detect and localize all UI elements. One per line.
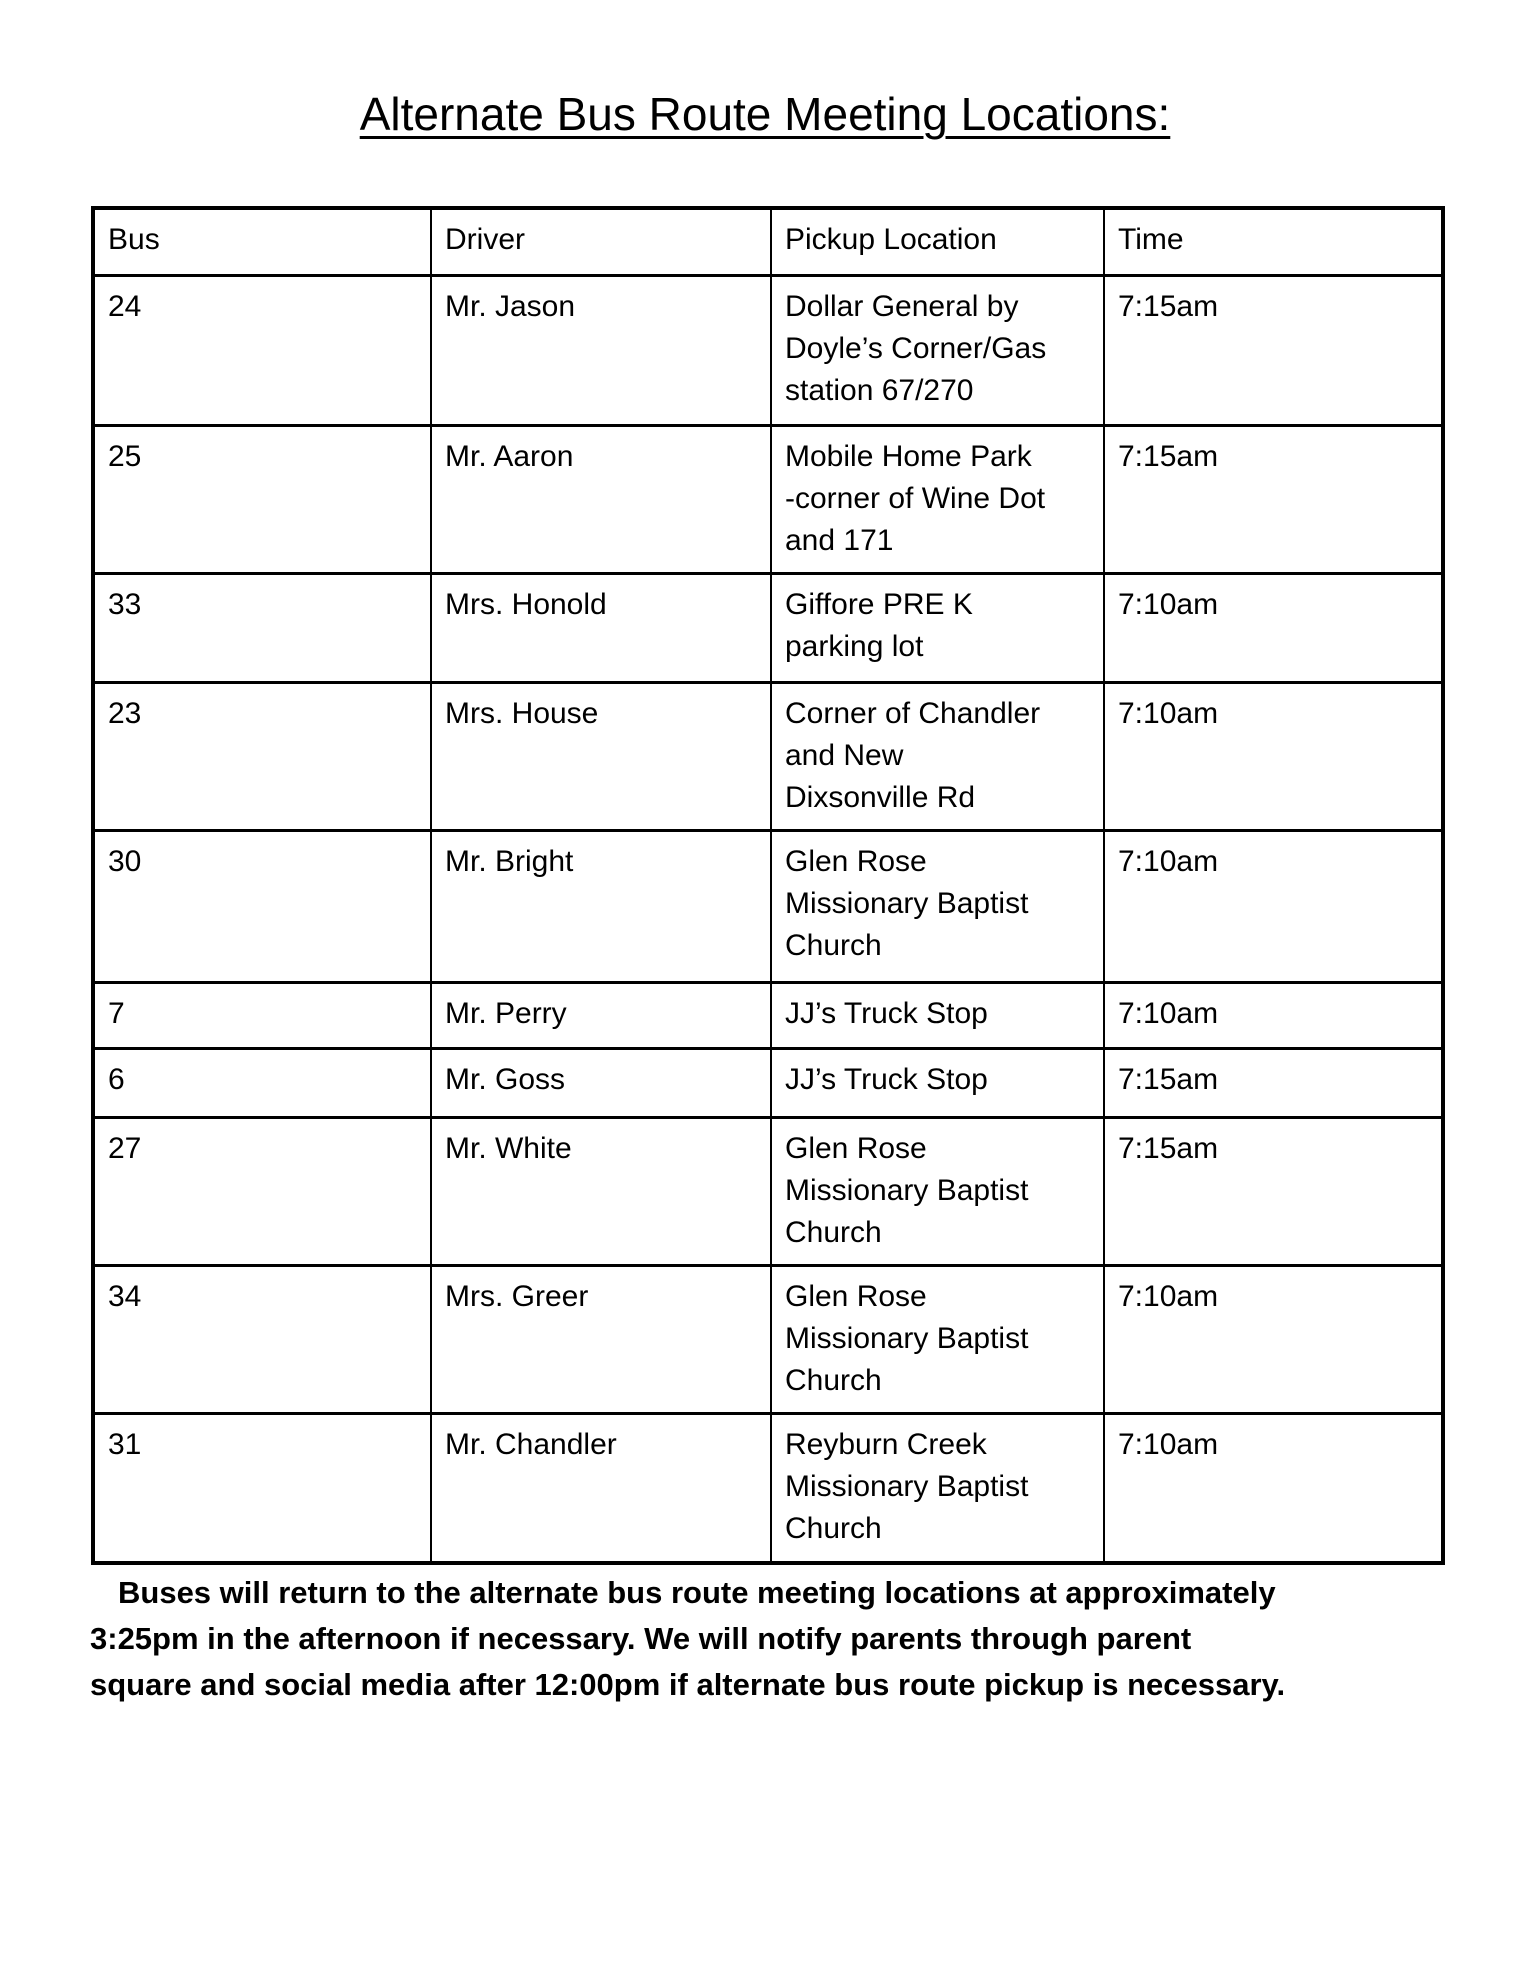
driver-cell: Mr. Goss xyxy=(431,1048,771,1117)
location-cell: Reyburn Creek Missionary Baptist Church xyxy=(771,1413,1104,1563)
page-title xyxy=(0,0,1530,140)
table-row xyxy=(93,1048,1443,1117)
header-cell-pickup-location: Pickup Location xyxy=(771,208,1104,275)
page-title-text: Alternate Bus Route Meeting Locations: xyxy=(359,88,1171,140)
header-cell-bus: Bus xyxy=(93,208,431,275)
driver-cell: Mr. Bright xyxy=(431,830,771,982)
bus-cell: 7 xyxy=(93,982,431,1048)
location-cell: Corner of Chandler and New Dixsonville Rd xyxy=(771,682,1104,830)
driver-cell: Mr. Perry xyxy=(431,982,771,1048)
driver-cell: Mr. Jason xyxy=(431,275,771,425)
table-row xyxy=(93,682,1443,830)
table-row xyxy=(93,1413,1443,1563)
time-cell: 7:10am xyxy=(1104,682,1443,830)
table-row xyxy=(93,573,1443,682)
bus-cell: 6 xyxy=(93,1048,431,1117)
location-cell: Glen Rose Missionary Baptist Church xyxy=(771,1265,1104,1413)
table-row xyxy=(93,425,1443,573)
driver-cell: Mrs. Greer xyxy=(431,1265,771,1413)
time-cell: 7:10am xyxy=(1104,830,1443,982)
table-row xyxy=(93,1265,1443,1413)
bus-cell: 33 xyxy=(93,573,431,682)
bus-cell: 34 xyxy=(93,1265,431,1413)
table-row xyxy=(93,275,1443,425)
table-row xyxy=(93,1117,1443,1265)
bus-route-table xyxy=(91,206,1445,1565)
location-cell: JJ’s Truck Stop xyxy=(771,982,1104,1048)
time-cell: 7:10am xyxy=(1104,1265,1443,1413)
location-cell: Giffore PRE K parking lot xyxy=(771,573,1104,682)
location-cell: Glen Rose Missionary Baptist Church xyxy=(771,1117,1104,1265)
driver-cell: Mr. White xyxy=(431,1117,771,1265)
bus-cell: 23 xyxy=(93,682,431,830)
time-cell: 7:15am xyxy=(1104,425,1443,573)
table-row xyxy=(93,830,1443,982)
table-header-row xyxy=(93,208,1443,275)
bus-cell: 30 xyxy=(93,830,431,982)
table-row xyxy=(93,982,1443,1048)
location-cell: JJ’s Truck Stop xyxy=(771,1048,1104,1117)
bus-cell: 27 xyxy=(93,1117,431,1265)
header-cell-time: Time xyxy=(1104,208,1443,275)
driver-cell: Mr. Aaron xyxy=(431,425,771,573)
driver-cell: Mr. Chandler xyxy=(431,1413,771,1563)
location-cell: Glen Rose Missionary Baptist Church xyxy=(771,830,1104,982)
time-cell: 7:15am xyxy=(1104,1117,1443,1265)
header-cell-driver: Driver xyxy=(431,208,771,275)
time-cell: 7:10am xyxy=(1104,573,1443,682)
time-cell: 7:10am xyxy=(1104,982,1443,1048)
driver-cell: Mrs. Honold xyxy=(431,573,771,682)
location-cell: Dollar General by Doyle’s Corner/Gas station 67/270 xyxy=(771,275,1104,425)
time-cell: 7:10am xyxy=(1104,1413,1443,1563)
time-cell: 7:15am xyxy=(1104,275,1443,425)
bus-cell: 25 xyxy=(93,425,431,573)
bus-cell: 31 xyxy=(93,1413,431,1563)
location-cell: Mobile Home Park -corner of Wine Dot and 171 xyxy=(771,425,1104,573)
footer-note: Buses will return to the alternate bus route meeting locations at approximately 3:25pm in the afternoon if necessary. We will notify parents through parent square and social media after 12:00pm if alternate bus route pickup is necessary. xyxy=(90,1575,1286,1702)
time-cell: 7:15am xyxy=(1104,1048,1443,1117)
bus-cell: 24 xyxy=(93,275,431,425)
driver-cell: Mrs. House xyxy=(431,682,771,830)
